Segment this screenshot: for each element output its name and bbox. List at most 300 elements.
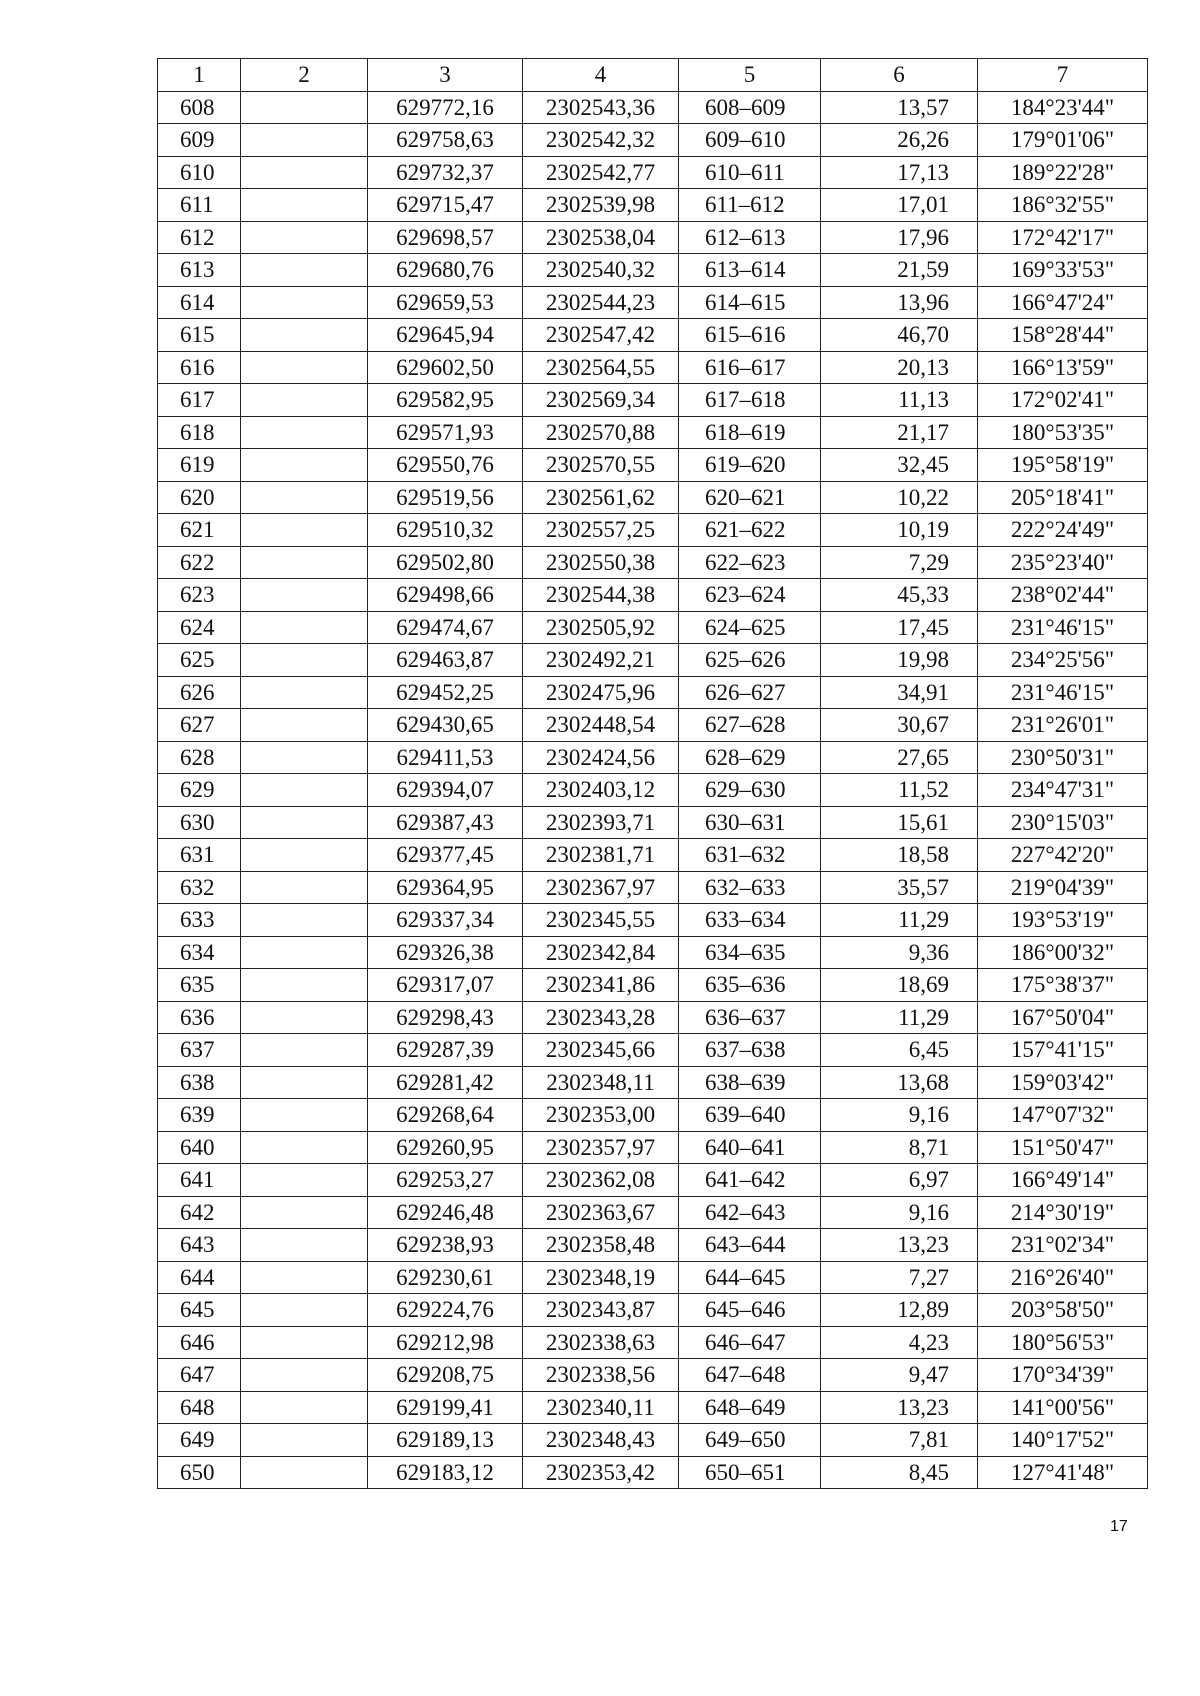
cell-distance: 9,16 bbox=[821, 1099, 978, 1132]
cell-segment: 650–651 bbox=[679, 1456, 821, 1489]
cell-coordinate-x: 629317,07 bbox=[368, 969, 523, 1002]
cell-coordinate-x: 629550,76 bbox=[368, 449, 523, 482]
cell-coordinate-y: 2302363,67 bbox=[523, 1196, 679, 1229]
cell-coordinate-y: 2302539,98 bbox=[523, 189, 679, 222]
cell-point-number: 636 bbox=[158, 1001, 241, 1034]
cell-column-2 bbox=[241, 319, 368, 352]
cell-bearing: 166°49'14" bbox=[978, 1164, 1148, 1197]
cell-point-number: 638 bbox=[158, 1066, 241, 1099]
cell-column-2 bbox=[241, 1326, 368, 1359]
cell-column-2 bbox=[241, 91, 368, 124]
cell-point-number: 632 bbox=[158, 871, 241, 904]
cell-bearing: 231°46'15" bbox=[978, 611, 1148, 644]
cell-distance: 15,61 bbox=[821, 806, 978, 839]
cell-column-2 bbox=[241, 1391, 368, 1424]
cell-distance: 7,81 bbox=[821, 1424, 978, 1457]
cell-segment: 630–631 bbox=[679, 806, 821, 839]
table-row bbox=[158, 1034, 1148, 1067]
cell-column-2 bbox=[241, 1424, 368, 1457]
cell-column-2 bbox=[241, 806, 368, 839]
cell-segment: 625–626 bbox=[679, 644, 821, 677]
cell-bearing: 222°24'49" bbox=[978, 514, 1148, 547]
cell-bearing: 231°26'01" bbox=[978, 709, 1148, 742]
cell-coordinate-y: 2302547,42 bbox=[523, 319, 679, 352]
cell-bearing: 158°28'44" bbox=[978, 319, 1148, 352]
coordinates-table bbox=[157, 58, 1148, 1489]
cell-column-2 bbox=[241, 904, 368, 937]
cell-distance: 20,13 bbox=[821, 351, 978, 384]
cell-coordinate-x: 629698,57 bbox=[368, 221, 523, 254]
cell-bearing: 151°50'47" bbox=[978, 1131, 1148, 1164]
cell-bearing: 184°23'44" bbox=[978, 91, 1148, 124]
cell-coordinate-y: 2302345,66 bbox=[523, 1034, 679, 1067]
cell-point-number: 611 bbox=[158, 189, 241, 222]
cell-coordinate-y: 2302340,11 bbox=[523, 1391, 679, 1424]
cell-bearing: 219°04'39" bbox=[978, 871, 1148, 904]
cell-distance: 46,70 bbox=[821, 319, 978, 352]
cell-coordinate-y: 2302362,08 bbox=[523, 1164, 679, 1197]
cell-bearing: 234°47'31" bbox=[978, 774, 1148, 807]
cell-point-number: 646 bbox=[158, 1326, 241, 1359]
cell-segment: 631–632 bbox=[679, 839, 821, 872]
cell-column-2 bbox=[241, 1261, 368, 1294]
cell-coordinate-y: 2302544,38 bbox=[523, 579, 679, 612]
cell-column-2 bbox=[241, 839, 368, 872]
cell-segment: 627–628 bbox=[679, 709, 821, 742]
cell-coordinate-x: 629238,93 bbox=[368, 1229, 523, 1262]
cell-segment: 621–622 bbox=[679, 514, 821, 547]
cell-coordinate-x: 629377,45 bbox=[368, 839, 523, 872]
cell-segment: 645–646 bbox=[679, 1294, 821, 1327]
column-header: 1 bbox=[158, 59, 241, 92]
cell-distance: 21,59 bbox=[821, 254, 978, 287]
cell-coordinate-x: 629772,16 bbox=[368, 91, 523, 124]
cell-column-2 bbox=[241, 254, 368, 287]
table-row bbox=[158, 1294, 1148, 1327]
cell-column-2 bbox=[241, 1066, 368, 1099]
cell-column-2 bbox=[241, 709, 368, 742]
cell-segment: 637–638 bbox=[679, 1034, 821, 1067]
cell-coordinate-y: 2302338,63 bbox=[523, 1326, 679, 1359]
cell-distance: 6,97 bbox=[821, 1164, 978, 1197]
cell-segment: 613–614 bbox=[679, 254, 821, 287]
cell-coordinate-y: 2302343,87 bbox=[523, 1294, 679, 1327]
cell-coordinate-x: 629298,43 bbox=[368, 1001, 523, 1034]
cell-distance: 11,29 bbox=[821, 1001, 978, 1034]
table-row bbox=[158, 806, 1148, 839]
cell-coordinate-x: 629498,66 bbox=[368, 579, 523, 612]
cell-distance: 34,91 bbox=[821, 676, 978, 709]
cell-point-number: 650 bbox=[158, 1456, 241, 1489]
cell-coordinate-y: 2302492,21 bbox=[523, 644, 679, 677]
cell-point-number: 622 bbox=[158, 546, 241, 579]
cell-point-number: 643 bbox=[158, 1229, 241, 1262]
table-row bbox=[158, 1424, 1148, 1457]
cell-segment: 633–634 bbox=[679, 904, 821, 937]
cell-coordinate-y: 2302569,34 bbox=[523, 384, 679, 417]
cell-distance: 13,68 bbox=[821, 1066, 978, 1099]
cell-coordinate-y: 2302338,56 bbox=[523, 1359, 679, 1392]
cell-segment: 624–625 bbox=[679, 611, 821, 644]
cell-point-number: 649 bbox=[158, 1424, 241, 1457]
cell-bearing: 238°02'44" bbox=[978, 579, 1148, 612]
table-row bbox=[158, 611, 1148, 644]
cell-distance: 27,65 bbox=[821, 741, 978, 774]
cell-bearing: 234°25'56" bbox=[978, 644, 1148, 677]
cell-coordinate-x: 629183,12 bbox=[368, 1456, 523, 1489]
cell-column-2 bbox=[241, 1294, 368, 1327]
cell-coordinate-x: 629715,47 bbox=[368, 189, 523, 222]
cell-distance: 13,96 bbox=[821, 286, 978, 319]
cell-column-2 bbox=[241, 1229, 368, 1262]
table-row bbox=[158, 709, 1148, 742]
cell-point-number: 629 bbox=[158, 774, 241, 807]
table-row bbox=[158, 774, 1148, 807]
cell-segment: 608–609 bbox=[679, 91, 821, 124]
table-row bbox=[158, 1196, 1148, 1229]
cell-point-number: 637 bbox=[158, 1034, 241, 1067]
cell-bearing: 159°03'42" bbox=[978, 1066, 1148, 1099]
cell-column-2 bbox=[241, 1164, 368, 1197]
cell-coordinate-x: 629199,41 bbox=[368, 1391, 523, 1424]
cell-column-2 bbox=[241, 969, 368, 1002]
cell-distance: 6,45 bbox=[821, 1034, 978, 1067]
cell-column-2 bbox=[241, 351, 368, 384]
cell-segment: 641–642 bbox=[679, 1164, 821, 1197]
cell-coordinate-y: 2302505,92 bbox=[523, 611, 679, 644]
cell-distance: 9,47 bbox=[821, 1359, 978, 1392]
cell-segment: 618–619 bbox=[679, 416, 821, 449]
cell-coordinate-x: 629387,43 bbox=[368, 806, 523, 839]
cell-bearing: 189°22'28" bbox=[978, 156, 1148, 189]
cell-coordinate-x: 629452,25 bbox=[368, 676, 523, 709]
cell-distance: 17,45 bbox=[821, 611, 978, 644]
table-row bbox=[158, 1359, 1148, 1392]
cell-bearing: 169°33'53" bbox=[978, 254, 1148, 287]
cell-point-number: 630 bbox=[158, 806, 241, 839]
cell-distance: 19,98 bbox=[821, 644, 978, 677]
cell-distance: 13,23 bbox=[821, 1229, 978, 1262]
cell-point-number: 626 bbox=[158, 676, 241, 709]
cell-column-2 bbox=[241, 676, 368, 709]
cell-column-2 bbox=[241, 1001, 368, 1034]
table-row bbox=[158, 221, 1148, 254]
cell-bearing: 227°42'20" bbox=[978, 839, 1148, 872]
cell-point-number: 648 bbox=[158, 1391, 241, 1424]
cell-column-2 bbox=[241, 124, 368, 157]
cell-segment: 614–615 bbox=[679, 286, 821, 319]
table-row bbox=[158, 904, 1148, 937]
cell-distance: 13,57 bbox=[821, 91, 978, 124]
cell-segment: 629–630 bbox=[679, 774, 821, 807]
cell-point-number: 627 bbox=[158, 709, 241, 742]
cell-distance: 7,27 bbox=[821, 1261, 978, 1294]
cell-bearing: 203°58'50" bbox=[978, 1294, 1148, 1327]
cell-point-number: 625 bbox=[158, 644, 241, 677]
cell-distance: 21,17 bbox=[821, 416, 978, 449]
cell-coordinate-y: 2302561,62 bbox=[523, 481, 679, 514]
table-row bbox=[158, 286, 1148, 319]
cell-distance: 18,69 bbox=[821, 969, 978, 1002]
cell-segment: 620–621 bbox=[679, 481, 821, 514]
cell-bearing: 205°18'41" bbox=[978, 481, 1148, 514]
cell-segment: 632–633 bbox=[679, 871, 821, 904]
cell-point-number: 647 bbox=[158, 1359, 241, 1392]
cell-distance: 35,57 bbox=[821, 871, 978, 904]
cell-distance: 17,13 bbox=[821, 156, 978, 189]
cell-bearing: 167°50'04" bbox=[978, 1001, 1148, 1034]
cell-segment: 623–624 bbox=[679, 579, 821, 612]
cell-distance: 8,71 bbox=[821, 1131, 978, 1164]
table-row bbox=[158, 449, 1148, 482]
cell-segment: 636–637 bbox=[679, 1001, 821, 1034]
cell-column-2 bbox=[241, 449, 368, 482]
cell-coordinate-x: 629430,65 bbox=[368, 709, 523, 742]
cell-coordinate-y: 2302345,55 bbox=[523, 904, 679, 937]
column-header: 4 bbox=[523, 59, 679, 92]
cell-segment: 635–636 bbox=[679, 969, 821, 1002]
cell-segment: 648–649 bbox=[679, 1391, 821, 1424]
cell-coordinate-y: 2302348,11 bbox=[523, 1066, 679, 1099]
cell-distance: 30,67 bbox=[821, 709, 978, 742]
cell-column-2 bbox=[241, 481, 368, 514]
cell-point-number: 615 bbox=[158, 319, 241, 352]
table-row bbox=[158, 1131, 1148, 1164]
cell-column-2 bbox=[241, 1099, 368, 1132]
cell-bearing: 147°07'32" bbox=[978, 1099, 1148, 1132]
table-row bbox=[158, 319, 1148, 352]
cell-bearing: 195°58'19" bbox=[978, 449, 1148, 482]
cell-coordinate-y: 2302542,32 bbox=[523, 124, 679, 157]
cell-coordinate-y: 2302348,43 bbox=[523, 1424, 679, 1457]
table-row bbox=[158, 1229, 1148, 1262]
table-row bbox=[158, 254, 1148, 287]
cell-coordinate-y: 2302544,23 bbox=[523, 286, 679, 319]
cell-column-2 bbox=[241, 644, 368, 677]
cell-segment: 640–641 bbox=[679, 1131, 821, 1164]
cell-bearing: 141°00'56" bbox=[978, 1391, 1148, 1424]
cell-point-number: 623 bbox=[158, 579, 241, 612]
cell-coordinate-x: 629582,95 bbox=[368, 384, 523, 417]
table-row bbox=[158, 1066, 1148, 1099]
cell-column-2 bbox=[241, 579, 368, 612]
cell-segment: 609–610 bbox=[679, 124, 821, 157]
cell-column-2 bbox=[241, 741, 368, 774]
cell-point-number: 618 bbox=[158, 416, 241, 449]
table-row bbox=[158, 1261, 1148, 1294]
cell-distance: 4,23 bbox=[821, 1326, 978, 1359]
cell-distance: 17,01 bbox=[821, 189, 978, 222]
cell-bearing: 214°30'19" bbox=[978, 1196, 1148, 1229]
cell-coordinate-x: 629602,50 bbox=[368, 351, 523, 384]
column-header: 2 bbox=[241, 59, 368, 92]
table-row bbox=[158, 416, 1148, 449]
cell-segment: 644–645 bbox=[679, 1261, 821, 1294]
cell-segment: 612–613 bbox=[679, 221, 821, 254]
column-header: 3 bbox=[368, 59, 523, 92]
cell-coordinate-y: 2302358,48 bbox=[523, 1229, 679, 1262]
cell-distance: 8,45 bbox=[821, 1456, 978, 1489]
cell-segment: 649–650 bbox=[679, 1424, 821, 1457]
cell-coordinate-x: 629364,95 bbox=[368, 871, 523, 904]
cell-segment: 643–644 bbox=[679, 1229, 821, 1262]
cell-column-2 bbox=[241, 221, 368, 254]
cell-point-number: 640 bbox=[158, 1131, 241, 1164]
table-row bbox=[158, 189, 1148, 222]
cell-coordinate-x: 629337,34 bbox=[368, 904, 523, 937]
cell-coordinate-y: 2302367,97 bbox=[523, 871, 679, 904]
cell-segment: 634–635 bbox=[679, 936, 821, 969]
cell-point-number: 617 bbox=[158, 384, 241, 417]
cell-column-2 bbox=[241, 546, 368, 579]
cell-column-2 bbox=[241, 189, 368, 222]
cell-column-2 bbox=[241, 936, 368, 969]
cell-point-number: 608 bbox=[158, 91, 241, 124]
cell-point-number: 610 bbox=[158, 156, 241, 189]
page-number: 17 bbox=[1110, 1518, 1128, 1535]
table-row bbox=[158, 1391, 1148, 1424]
cell-coordinate-x: 629659,53 bbox=[368, 286, 523, 319]
cell-column-2 bbox=[241, 416, 368, 449]
cell-segment: 619–620 bbox=[679, 449, 821, 482]
cell-column-2 bbox=[241, 286, 368, 319]
cell-point-number: 628 bbox=[158, 741, 241, 774]
header-row bbox=[158, 59, 1148, 92]
cell-bearing: 140°17'52" bbox=[978, 1424, 1148, 1457]
cell-coordinate-x: 629502,80 bbox=[368, 546, 523, 579]
cell-bearing: 172°02'41" bbox=[978, 384, 1148, 417]
column-header: 7 bbox=[978, 59, 1148, 92]
cell-distance: 11,52 bbox=[821, 774, 978, 807]
cell-column-2 bbox=[241, 871, 368, 904]
table-row bbox=[158, 384, 1148, 417]
cell-coordinate-y: 2302342,84 bbox=[523, 936, 679, 969]
cell-point-number: 635 bbox=[158, 969, 241, 1002]
cell-distance: 10,19 bbox=[821, 514, 978, 547]
cell-bearing: 186°00'32" bbox=[978, 936, 1148, 969]
cell-bearing: 127°41'48" bbox=[978, 1456, 1148, 1489]
cell-segment: 610–611 bbox=[679, 156, 821, 189]
cell-coordinate-y: 2302403,12 bbox=[523, 774, 679, 807]
cell-coordinate-y: 2302557,25 bbox=[523, 514, 679, 547]
table-row bbox=[158, 936, 1148, 969]
table-row bbox=[158, 839, 1148, 872]
cell-coordinate-x: 629281,42 bbox=[368, 1066, 523, 1099]
cell-coordinate-x: 629680,76 bbox=[368, 254, 523, 287]
cell-coordinate-x: 629253,27 bbox=[368, 1164, 523, 1197]
cell-distance: 11,29 bbox=[821, 904, 978, 937]
cell-coordinate-y: 2302353,42 bbox=[523, 1456, 679, 1489]
table-row bbox=[158, 871, 1148, 904]
column-header: 5 bbox=[679, 59, 821, 92]
cell-bearing: 216°26'40" bbox=[978, 1261, 1148, 1294]
cell-coordinate-y: 2302448,54 bbox=[523, 709, 679, 742]
cell-coordinate-x: 629645,94 bbox=[368, 319, 523, 352]
table-row bbox=[158, 351, 1148, 384]
cell-segment: 615–616 bbox=[679, 319, 821, 352]
cell-bearing: 179°01'06" bbox=[978, 124, 1148, 157]
cell-column-2 bbox=[241, 156, 368, 189]
cell-segment: 628–629 bbox=[679, 741, 821, 774]
cell-point-number: 609 bbox=[158, 124, 241, 157]
table-row bbox=[158, 1164, 1148, 1197]
cell-coordinate-y: 2302543,36 bbox=[523, 91, 679, 124]
cell-bearing: 180°53'35" bbox=[978, 416, 1148, 449]
table-row bbox=[158, 481, 1148, 514]
cell-coordinate-y: 2302570,88 bbox=[523, 416, 679, 449]
cell-column-2 bbox=[241, 384, 368, 417]
cell-point-number: 642 bbox=[158, 1196, 241, 1229]
cell-segment: 647–648 bbox=[679, 1359, 821, 1392]
table-row bbox=[158, 91, 1148, 124]
table-row bbox=[158, 1326, 1148, 1359]
cell-coordinate-x: 629474,67 bbox=[368, 611, 523, 644]
cell-distance: 12,89 bbox=[821, 1294, 978, 1327]
cell-distance: 11,13 bbox=[821, 384, 978, 417]
cell-point-number: 624 bbox=[158, 611, 241, 644]
cell-point-number: 620 bbox=[158, 481, 241, 514]
cell-bearing: 166°47'24" bbox=[978, 286, 1148, 319]
cell-bearing: 231°02'34" bbox=[978, 1229, 1148, 1262]
cell-point-number: 619 bbox=[158, 449, 241, 482]
cell-bearing: 180°56'53" bbox=[978, 1326, 1148, 1359]
cell-coordinate-x: 629208,75 bbox=[368, 1359, 523, 1392]
cell-coordinate-x: 629189,13 bbox=[368, 1424, 523, 1457]
cell-bearing: 230°50'31" bbox=[978, 741, 1148, 774]
cell-coordinate-x: 629246,48 bbox=[368, 1196, 523, 1229]
cell-coordinate-y: 2302357,97 bbox=[523, 1131, 679, 1164]
table-row bbox=[158, 741, 1148, 774]
cell-column-2 bbox=[241, 774, 368, 807]
cell-bearing: 157°41'15" bbox=[978, 1034, 1148, 1067]
cell-coordinate-y: 2302341,86 bbox=[523, 969, 679, 1002]
table-row bbox=[158, 156, 1148, 189]
cell-coordinate-x: 629519,56 bbox=[368, 481, 523, 514]
cell-coordinate-y: 2302538,04 bbox=[523, 221, 679, 254]
cell-bearing: 175°38'37" bbox=[978, 969, 1148, 1002]
cell-distance: 9,16 bbox=[821, 1196, 978, 1229]
table-row bbox=[158, 546, 1148, 579]
cell-column-2 bbox=[241, 1456, 368, 1489]
cell-bearing: 193°53'19" bbox=[978, 904, 1148, 937]
cell-distance: 10,22 bbox=[821, 481, 978, 514]
cell-point-number: 641 bbox=[158, 1164, 241, 1197]
table-row bbox=[158, 969, 1148, 1002]
cell-coordinate-x: 629260,95 bbox=[368, 1131, 523, 1164]
cell-coordinate-y: 2302542,77 bbox=[523, 156, 679, 189]
cell-column-2 bbox=[241, 1131, 368, 1164]
cell-segment: 639–640 bbox=[679, 1099, 821, 1132]
cell-distance: 26,26 bbox=[821, 124, 978, 157]
table-body bbox=[158, 91, 1148, 1489]
table-row bbox=[158, 1001, 1148, 1034]
column-header: 6 bbox=[821, 59, 978, 92]
cell-distance: 13,23 bbox=[821, 1391, 978, 1424]
cell-coordinate-x: 629212,98 bbox=[368, 1326, 523, 1359]
cell-point-number: 612 bbox=[158, 221, 241, 254]
table-row bbox=[158, 124, 1148, 157]
cell-column-2 bbox=[241, 1359, 368, 1392]
cell-point-number: 631 bbox=[158, 839, 241, 872]
cell-point-number: 645 bbox=[158, 1294, 241, 1327]
cell-coordinate-x: 629394,07 bbox=[368, 774, 523, 807]
cell-distance: 9,36 bbox=[821, 936, 978, 969]
table-row bbox=[158, 1099, 1148, 1132]
cell-segment: 642–643 bbox=[679, 1196, 821, 1229]
cell-column-2 bbox=[241, 514, 368, 547]
cell-segment: 617–618 bbox=[679, 384, 821, 417]
cell-bearing: 235°23'40" bbox=[978, 546, 1148, 579]
